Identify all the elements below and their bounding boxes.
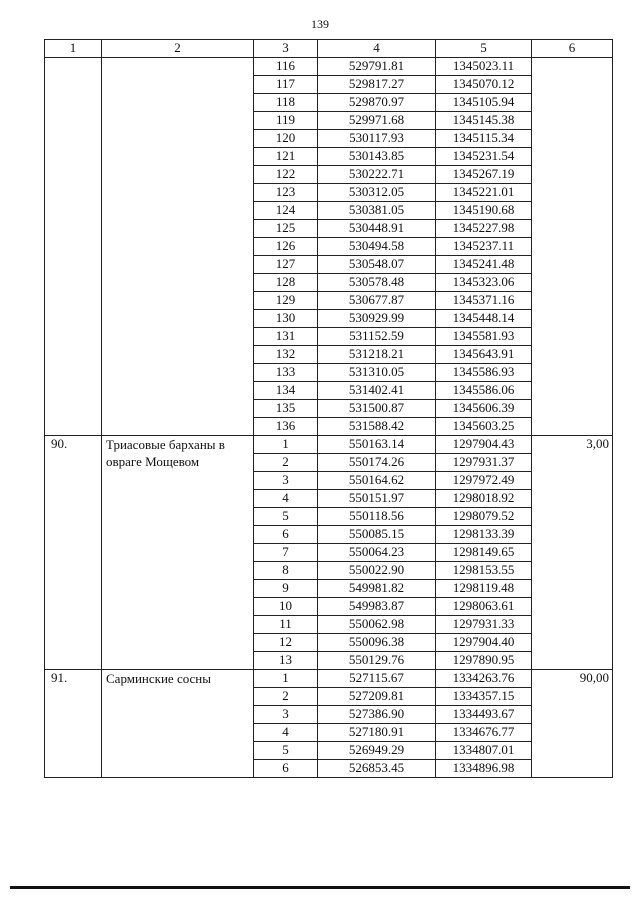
- header-cell: 3: [254, 40, 318, 58]
- coordinate-x: 531310.05: [318, 364, 436, 382]
- coordinate-y: 1345603.25: [436, 418, 532, 436]
- coordinate-x: 531402.41: [318, 382, 436, 400]
- point-number: 12: [254, 634, 318, 652]
- header-row: [45, 40, 613, 58]
- object-name: Сарминские сосны: [102, 670, 254, 778]
- coordinate-y: 1345586.93: [436, 364, 532, 382]
- table-row: [45, 58, 613, 76]
- coordinate-y: 1298119.48: [436, 580, 532, 598]
- point-number: 124: [254, 202, 318, 220]
- header-cell: 4: [318, 40, 436, 58]
- coordinate-y: 1297890.95: [436, 652, 532, 670]
- point-number: 6: [254, 526, 318, 544]
- coordinate-y: 1345267.19: [436, 166, 532, 184]
- coordinate-y: 1345190.68: [436, 202, 532, 220]
- coordinate-y: 1298063.61: [436, 598, 532, 616]
- coordinate-x: 526853.45: [318, 760, 436, 778]
- coordinate-x: 530548.07: [318, 256, 436, 274]
- object-number: 90.: [45, 436, 102, 670]
- point-number: 4: [254, 490, 318, 508]
- point-number: 136: [254, 418, 318, 436]
- coordinate-y: 1298133.39: [436, 526, 532, 544]
- coordinate-y: 1345070.12: [436, 76, 532, 94]
- coordinate-y: 1298079.52: [436, 508, 532, 526]
- coordinate-x: 531218.21: [318, 346, 436, 364]
- point-number: 117: [254, 76, 318, 94]
- point-number: 127: [254, 256, 318, 274]
- point-number: 125: [254, 220, 318, 238]
- object-area: 3,00: [532, 436, 613, 670]
- coordinate-y: 1334676.77: [436, 724, 532, 742]
- coordinate-x: 550151.97: [318, 490, 436, 508]
- coordinate-x: 531500.87: [318, 400, 436, 418]
- coordinate-y: 1298153.55: [436, 562, 532, 580]
- coordinate-y: 1345448.14: [436, 310, 532, 328]
- coordinate-x: 550129.76: [318, 652, 436, 670]
- point-number: 131: [254, 328, 318, 346]
- coordinate-x: 550096.38: [318, 634, 436, 652]
- coordinate-x: 527180.91: [318, 724, 436, 742]
- coordinate-x: 550163.14: [318, 436, 436, 454]
- coordinate-y: 1297904.40: [436, 634, 532, 652]
- point-number: 4: [254, 724, 318, 742]
- coordinate-x: 549981.82: [318, 580, 436, 598]
- point-number: 119: [254, 112, 318, 130]
- coordinates-table: [44, 39, 613, 778]
- object-area: 90,00: [532, 670, 613, 778]
- coordinate-y: 1345581.93: [436, 328, 532, 346]
- coordinate-x: 530494.58: [318, 238, 436, 256]
- point-number: 13: [254, 652, 318, 670]
- coordinate-y: 1297931.33: [436, 616, 532, 634]
- coordinate-y: 1345241.48: [436, 256, 532, 274]
- point-number: 6: [254, 760, 318, 778]
- coordinate-y: 1345643.91: [436, 346, 532, 364]
- point-number: 128: [254, 274, 318, 292]
- coordinate-y: 1345221.01: [436, 184, 532, 202]
- coordinate-x: 529817.27: [318, 76, 436, 94]
- point-number: 7: [254, 544, 318, 562]
- coordinate-x: 530312.05: [318, 184, 436, 202]
- coordinate-y: 1345237.11: [436, 238, 532, 256]
- point-number: 132: [254, 346, 318, 364]
- point-number: 126: [254, 238, 318, 256]
- point-number: 123: [254, 184, 318, 202]
- coordinate-x: 530222.71: [318, 166, 436, 184]
- coordinate-y: 1334493.67: [436, 706, 532, 724]
- coordinate-y: 1345586.06: [436, 382, 532, 400]
- point-number: 135: [254, 400, 318, 418]
- coordinate-x: 530578.48: [318, 274, 436, 292]
- header-cell: 2: [102, 40, 254, 58]
- header-cell: 1: [45, 40, 102, 58]
- coordinate-x: 527115.67: [318, 670, 436, 688]
- object-name: [102, 58, 254, 436]
- coordinate-x: 530381.05: [318, 202, 436, 220]
- object-area: [532, 58, 613, 436]
- coordinate-x: 530448.91: [318, 220, 436, 238]
- coordinate-y: 1345371.16: [436, 292, 532, 310]
- coordinate-y: 1297931.37: [436, 454, 532, 472]
- point-number: 121: [254, 148, 318, 166]
- coordinate-x: 529870.97: [318, 94, 436, 112]
- coordinate-x: 550062.98: [318, 616, 436, 634]
- coordinate-x: 550164.62: [318, 472, 436, 490]
- header-cell: 6: [532, 40, 613, 58]
- coordinate-y: 1345231.54: [436, 148, 532, 166]
- coordinate-x: 527386.90: [318, 706, 436, 724]
- point-number: 9: [254, 580, 318, 598]
- coordinate-y: 1297972.49: [436, 472, 532, 490]
- point-number: 2: [254, 454, 318, 472]
- point-number: 8: [254, 562, 318, 580]
- coordinate-y: 1298149.65: [436, 544, 532, 562]
- coordinate-y: 1334263.76: [436, 670, 532, 688]
- point-number: 116: [254, 58, 318, 76]
- coordinate-x: 529791.81: [318, 58, 436, 76]
- coordinate-y: 1345323.06: [436, 274, 532, 292]
- point-number: 5: [254, 508, 318, 526]
- point-number: 10: [254, 598, 318, 616]
- coordinate-x: 550174.26: [318, 454, 436, 472]
- coordinate-x: 550118.56: [318, 508, 436, 526]
- point-number: 129: [254, 292, 318, 310]
- point-number: 3: [254, 472, 318, 490]
- coordinate-x: 527209.81: [318, 688, 436, 706]
- point-number: 11: [254, 616, 318, 634]
- object-number: 91.: [45, 670, 102, 778]
- header-cell: 5: [436, 40, 532, 58]
- coordinate-y: 1334807.01: [436, 742, 532, 760]
- point-number: 1: [254, 436, 318, 454]
- object-number: [45, 58, 102, 436]
- coordinate-y: 1345145.38: [436, 112, 532, 130]
- point-number: 118: [254, 94, 318, 112]
- table-body: [45, 58, 613, 778]
- object-name: Триасовые барханы в овраге Мощевом: [102, 436, 254, 670]
- coordinate-y: 1297904.43: [436, 436, 532, 454]
- coordinate-x: 530929.99: [318, 310, 436, 328]
- point-number: 134: [254, 382, 318, 400]
- coordinate-x: 530143.85: [318, 148, 436, 166]
- coordinate-x: 526949.29: [318, 742, 436, 760]
- point-number: 2: [254, 688, 318, 706]
- point-number: 122: [254, 166, 318, 184]
- coordinate-y: 1334357.15: [436, 688, 532, 706]
- coordinate-x: 530117.93: [318, 130, 436, 148]
- coordinate-x: 550085.15: [318, 526, 436, 544]
- coordinate-y: 1298018.92: [436, 490, 532, 508]
- coordinate-y: 1345227.98: [436, 220, 532, 238]
- coordinate-y: 1345023.11: [436, 58, 532, 76]
- point-number: 130: [254, 310, 318, 328]
- coordinate-x: 529971.68: [318, 112, 436, 130]
- coordinate-x: 550064.23: [318, 544, 436, 562]
- bottom-divider: [10, 886, 630, 889]
- coordinate-x: 531588.42: [318, 418, 436, 436]
- coordinate-x: 549983.87: [318, 598, 436, 616]
- table-row: [45, 670, 613, 688]
- point-number: 133: [254, 364, 318, 382]
- table-row: [45, 436, 613, 454]
- point-number: 3: [254, 706, 318, 724]
- coordinate-x: 531152.59: [318, 328, 436, 346]
- point-number: 5: [254, 742, 318, 760]
- coordinate-y: 1345606.39: [436, 400, 532, 418]
- coordinate-x: 550022.90: [318, 562, 436, 580]
- point-number: 120: [254, 130, 318, 148]
- coordinate-y: 1345105.94: [436, 94, 532, 112]
- point-number: 1: [254, 670, 318, 688]
- coordinate-y: 1345115.34: [436, 130, 532, 148]
- coordinate-y: 1334896.98: [436, 760, 532, 778]
- page-number: 139: [311, 17, 329, 31]
- coordinate-x: 530677.87: [318, 292, 436, 310]
